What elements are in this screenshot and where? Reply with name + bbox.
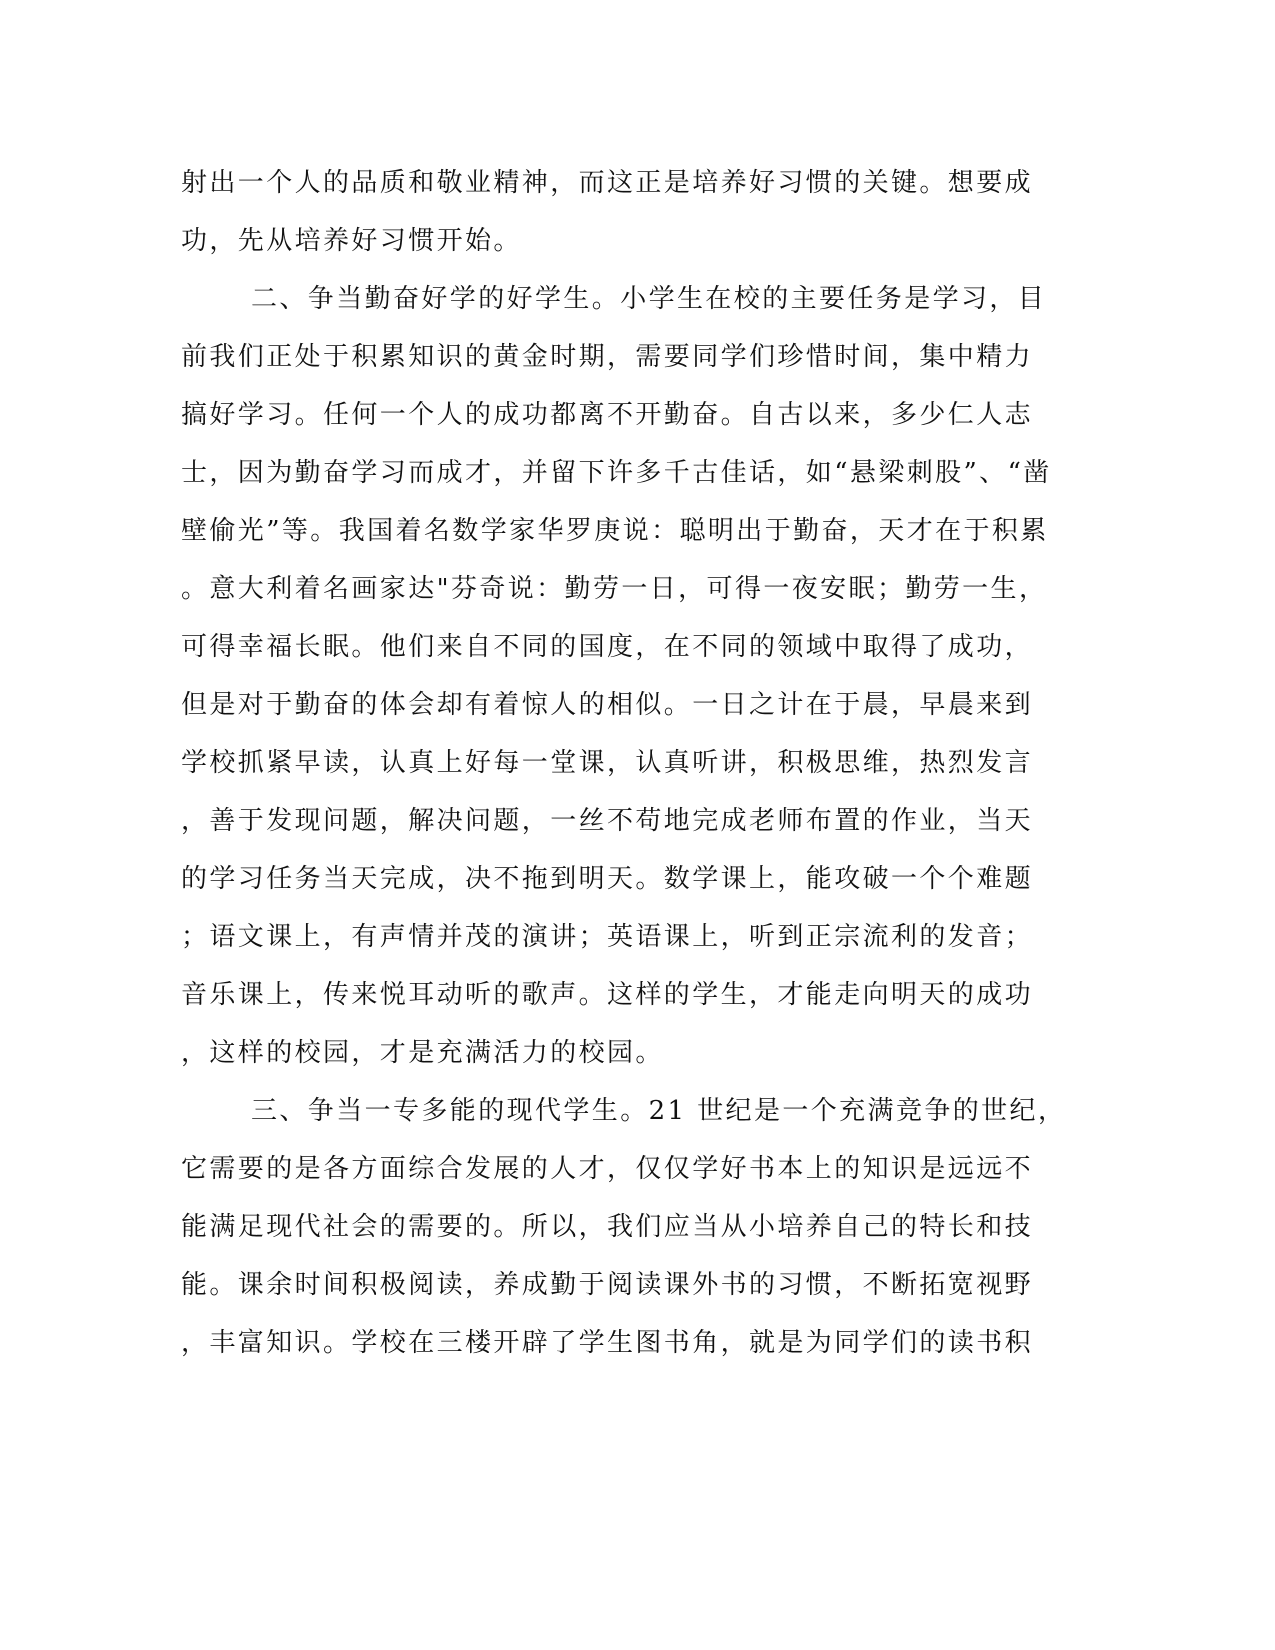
text-line: ，这样的校园，才是充满活力的校园。	[181, 1038, 664, 1068]
text-line: ，善于发现问题，解决问题，一丝不苟地完成老师布置的作业，当天	[181, 806, 1034, 836]
text-line: 学校抓紧早读，认真上好每一堂课，认真听讲，积极思维，热烈发言	[181, 748, 1034, 778]
text-line: ；语文课上，有声情并茂的演讲；英语课上，听到正宗流利的发音；	[181, 922, 1034, 952]
text-line: 但是对于勤奋的体会却有着惊人的相似。一日之计在于晨，早晨来到	[181, 690, 1034, 720]
text-line: 能。课余时间积极阅读，养成勤于阅读课外书的习惯，不断拓宽视野	[181, 1270, 1034, 1300]
text-line: ，丰富知识。学校在三楼开辟了学生图书角，就是为同学们的读书积	[181, 1328, 1034, 1358]
text-line: 前我们正处于积累知识的黄金时期，需要同学们珍惜时间，集中精力	[181, 342, 1034, 372]
text-line: 音乐课上，传来悦耳动听的歌声。这样的学生，才能走向明天的成功	[181, 980, 1034, 1010]
text-line: 士，因为勤奋学习而成才，并留下许多千古佳话，如“悬梁刺股”、“凿	[181, 458, 1052, 488]
text-line: 搞好学习。任何一个人的成功都离不开勤奋。自古以来，多少仁人志	[181, 400, 1034, 430]
text-line: 功，先从培养好习惯开始。	[181, 226, 522, 256]
text-line: 能满足现代社会的需要的。所以，我们应当从小培养自己的特长和技	[181, 1212, 1034, 1242]
text-line: 射出一个人的品质和敬业精神，而这正是培养好习惯的关键。想要成	[181, 168, 1034, 198]
text-line: 可得幸福长眠。他们来自不同的国度，在不同的领域中取得了成功，	[181, 632, 1034, 662]
text-line: 的学习任务当天完成，决不拖到明天。数学课上，能攻破一个个难题	[181, 864, 1034, 894]
text-line: 它需要的是各方面综合发展的人才，仅仅学好书本上的知识是远远不	[181, 1154, 1034, 1184]
text-line: 。意大利着名画家达"芬奇说：勤劳一日，可得一夜安眠；勤劳一生，	[181, 574, 1048, 604]
paragraph-start-line: 二、争当勤奋好学的好学生。小学生在校的主要任务是学习，目	[251, 284, 1047, 314]
paragraph-start-line: 三、争当一专多能的现代学生。21 世纪是一个充满竞争的世纪，	[251, 1096, 1067, 1126]
text-line: 壁偷光”等。我国着名数学家华罗庚说：聪明出于勤奋，天才在于积累	[181, 516, 1049, 546]
